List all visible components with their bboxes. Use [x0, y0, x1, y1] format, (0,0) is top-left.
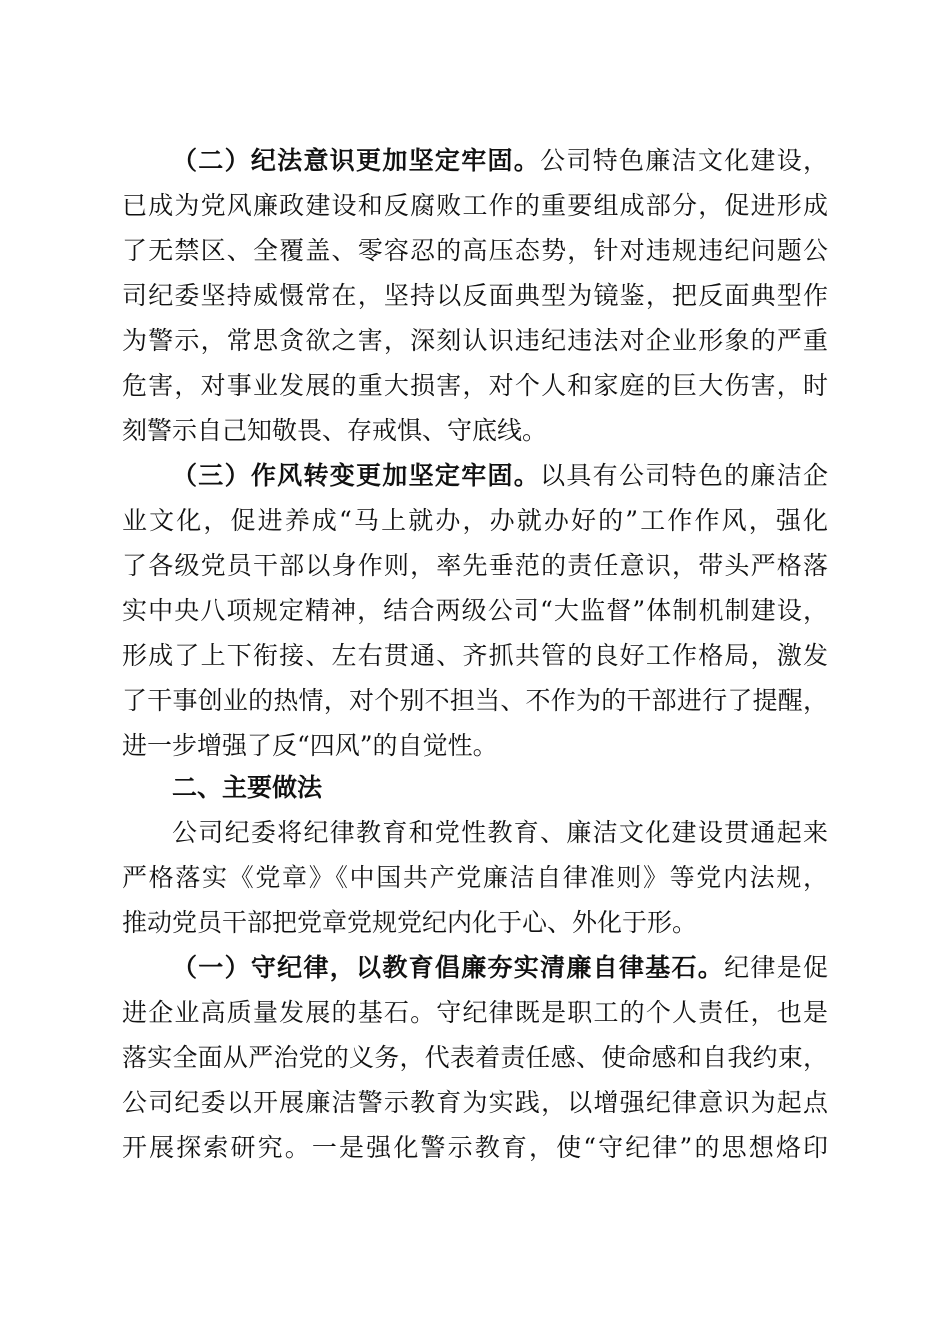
main-methods-line-3: 推动党员干部把党章党规党纪内化于心、外化于形。: [122, 908, 698, 937]
section2-line-7: 刻警示自己知敬畏、存戒惧、守底线。: [122, 416, 548, 445]
section3-line-1: [172, 458, 828, 494]
item1-line-5: 开展探索研究。一是强化警示教育，使“守纪律”的思想烙印: [122, 1133, 828, 1162]
section3-line-5: 形成了上下衔接、左右贯通、齐抓共管的良好工作格局，激发: [122, 641, 828, 670]
main-methods-line-1: 公司纪委将纪律教育和党性教育、廉洁文化建设贯通起来: [172, 818, 828, 847]
section3-line-4: 实中央八项规定精神，结合两级公司“大监督”体制机制建设，: [122, 596, 828, 625]
section2-line-6: 危害，对事业发展的重大损害，对个人和家庭的巨大伤害，时: [122, 371, 828, 400]
section3-line-2: 业文化，促进养成“马上就办，办就办好的”工作作风，强化: [122, 506, 828, 535]
item1-line-2: 进企业高质量发展的基石。守纪律既是职工的个人责任，也是: [122, 998, 828, 1027]
item1-line-3: 落实全面从严治党的义务，代表着责任感、使命感和自我约束，: [122, 1043, 828, 1072]
section3-line-3: 了各级党员干部以身作则，率先垂范的责任意识，带头严格落: [122, 551, 828, 580]
section3-line-6: 了干事创业的热情，对个别不担当、不作为的干部进行了提醒，: [122, 686, 828, 715]
section2-text: 公司特色廉洁文化建设，: [540, 146, 828, 175]
section3-text: 以具有公司特色的廉洁企: [540, 461, 828, 490]
main-methods-line-2: 严格落实《党章》《中国共产党廉洁自律准则》等党内法规，: [122, 863, 828, 892]
section2-line-4: 司纪委坚持威慑常在，坚持以反面典型为镜鉴，把反面典型作: [122, 281, 828, 310]
item1-text: 纪律是促: [724, 953, 828, 982]
item1-line-1: [172, 950, 828, 986]
section2-line-5: 为警示，常思贪欲之害，深刻认识违纪违法对企业形象的严重: [122, 326, 828, 355]
item1-heading: （一）守纪律，以教育倡廉夯实清廉自律基石。: [172, 953, 725, 982]
section2-line-2: 已成为党风廉政建设和反腐败工作的重要组成部分，促进形成: [122, 191, 828, 220]
section2-line-3: 了无禁区、全覆盖、零容忍的高压态势，针对违规违纪问题公: [122, 236, 828, 265]
section3-heading: （三）作风转变更加坚定牢固。: [172, 461, 541, 490]
section3-line-7: 进一步增强了反“四风”的自觉性。: [122, 731, 498, 760]
item1-line-4: 公司纪委以开展廉洁警示教育为实践，以增强纪律意识为起点: [122, 1088, 828, 1117]
main-methods-title: 二、主要做法: [172, 773, 323, 802]
section2-line-1: [172, 143, 828, 179]
section2-heading: （二）纪法意识更加坚定牢固。: [172, 146, 541, 175]
